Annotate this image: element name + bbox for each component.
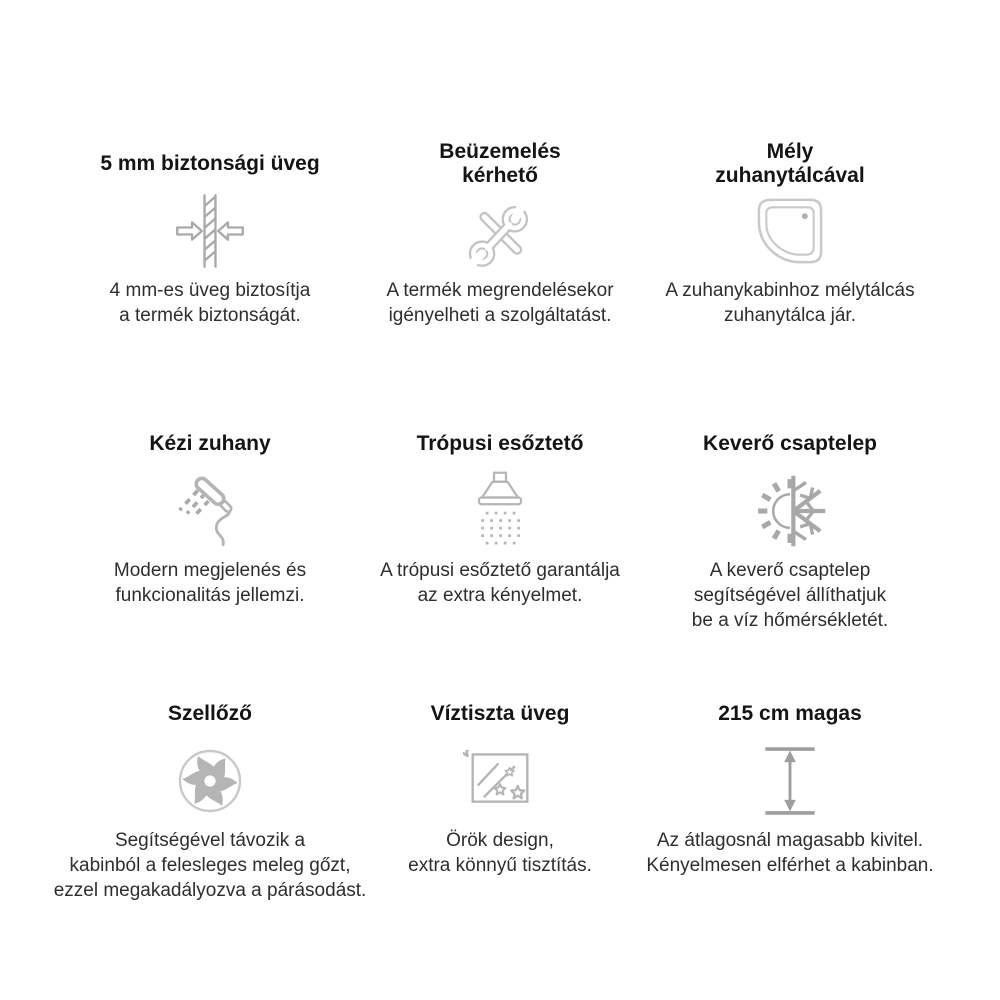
feature-description-line: a termék biztonságát.: [119, 305, 301, 326]
feature-title-line: Kézi zuhany: [149, 432, 271, 455]
feature-description-line: Örök design,: [446, 830, 554, 851]
feature-description: [110, 278, 311, 328]
feature-card-mixer-tap: [645, 419, 935, 689]
feature-description-line: igényelheti a szolgáltatást.: [388, 305, 612, 326]
feature-title: [417, 419, 584, 469]
feature-description-line: be a víz hőmérsékletét.: [691, 610, 889, 631]
feature-title-line: Mély: [766, 140, 814, 163]
feature-card-height: [645, 689, 935, 903]
height-measure-icon: [761, 739, 819, 823]
feature-description-line: 4 mm-es üveg biztosítja: [109, 280, 311, 301]
feature-title: [168, 689, 252, 739]
fan-icon: [170, 739, 250, 823]
feature-title: [718, 689, 862, 739]
feature-title-line: Beüzemelés: [439, 140, 561, 163]
feature-title: [149, 419, 270, 469]
feature-description-line: zuhanytálca jár.: [723, 305, 856, 326]
rain-shower-icon: [466, 469, 534, 553]
feature-description-line: segítségével állíthatjuk: [693, 585, 887, 606]
hot-cold-mixer-icon: [747, 469, 833, 553]
glass-thickness-icon: [169, 189, 251, 273]
feature-description-line: Segítségével távozik a: [114, 830, 306, 851]
feature-card-hand-shower: [65, 419, 355, 689]
shower-tray-icon: [750, 189, 830, 273]
feature-card-installation: [355, 139, 645, 419]
feature-description-line: A termék megrendelésekor: [386, 280, 614, 301]
feature-description: [380, 558, 620, 608]
tools-icon: [455, 189, 545, 273]
feature-description-line: Az átlagosnál magasabb kivitel.: [656, 830, 924, 851]
feature-title-line: Keverő csaptelep: [703, 432, 877, 455]
feature-description: [114, 558, 306, 608]
feature-title-line: kérhető: [462, 164, 538, 187]
feature-description: [646, 828, 933, 878]
feature-description-line: A zuhanykabinhoz mélytálcás: [665, 280, 915, 301]
hand-shower-icon: [164, 469, 256, 553]
feature-card-safety-glass: [65, 139, 355, 419]
feature-title: [431, 689, 570, 739]
feature-title-line: 215 cm magas: [718, 702, 862, 725]
feature-title-line: zuhanytálcával: [715, 164, 865, 187]
feature-description: [386, 278, 613, 328]
feature-description: [54, 828, 367, 903]
feature-card-clear-glass: [355, 689, 645, 903]
feature-description-line: kabinból a felesleges meleg gőzt,: [69, 855, 351, 876]
feature-title-line: Víztiszta üveg: [430, 702, 570, 725]
feature-card-rain-shower: [355, 419, 645, 689]
feature-title: [100, 139, 319, 189]
feature-description-line: ezzel megakadályozva a párásodást.: [53, 880, 367, 901]
feature-description-line: funkcionalitás jellemzi.: [115, 585, 305, 606]
feature-description: [692, 558, 888, 633]
feature-description: [408, 828, 592, 878]
feature-description-line: A trópusi esőztető garantálja: [380, 560, 620, 581]
feature-title-line: 5 mm biztonsági üveg: [100, 152, 320, 175]
feature-title: [439, 139, 560, 189]
feature-title: [703, 419, 877, 469]
feature-description: [665, 278, 914, 328]
feature-card-ventilator: [53, 689, 367, 903]
feature-description-line: extra könnyű tisztítás.: [408, 855, 592, 876]
feature-description-line: Modern megjelenés és: [113, 560, 307, 581]
feature-description-line: Kényelmesen elférhet a kabinban.: [646, 855, 934, 876]
feature-title: [715, 139, 864, 189]
clear-glass-icon: [463, 739, 537, 823]
feature-title-line: Szellőző: [167, 702, 252, 725]
feature-title-line: Trópusi esőztető: [416, 432, 584, 455]
feature-description-line: az extra kényelmet.: [417, 585, 583, 606]
feature-card-deep-tray: [645, 139, 935, 419]
feature-description-line: A keverő csaptelep: [709, 560, 871, 581]
